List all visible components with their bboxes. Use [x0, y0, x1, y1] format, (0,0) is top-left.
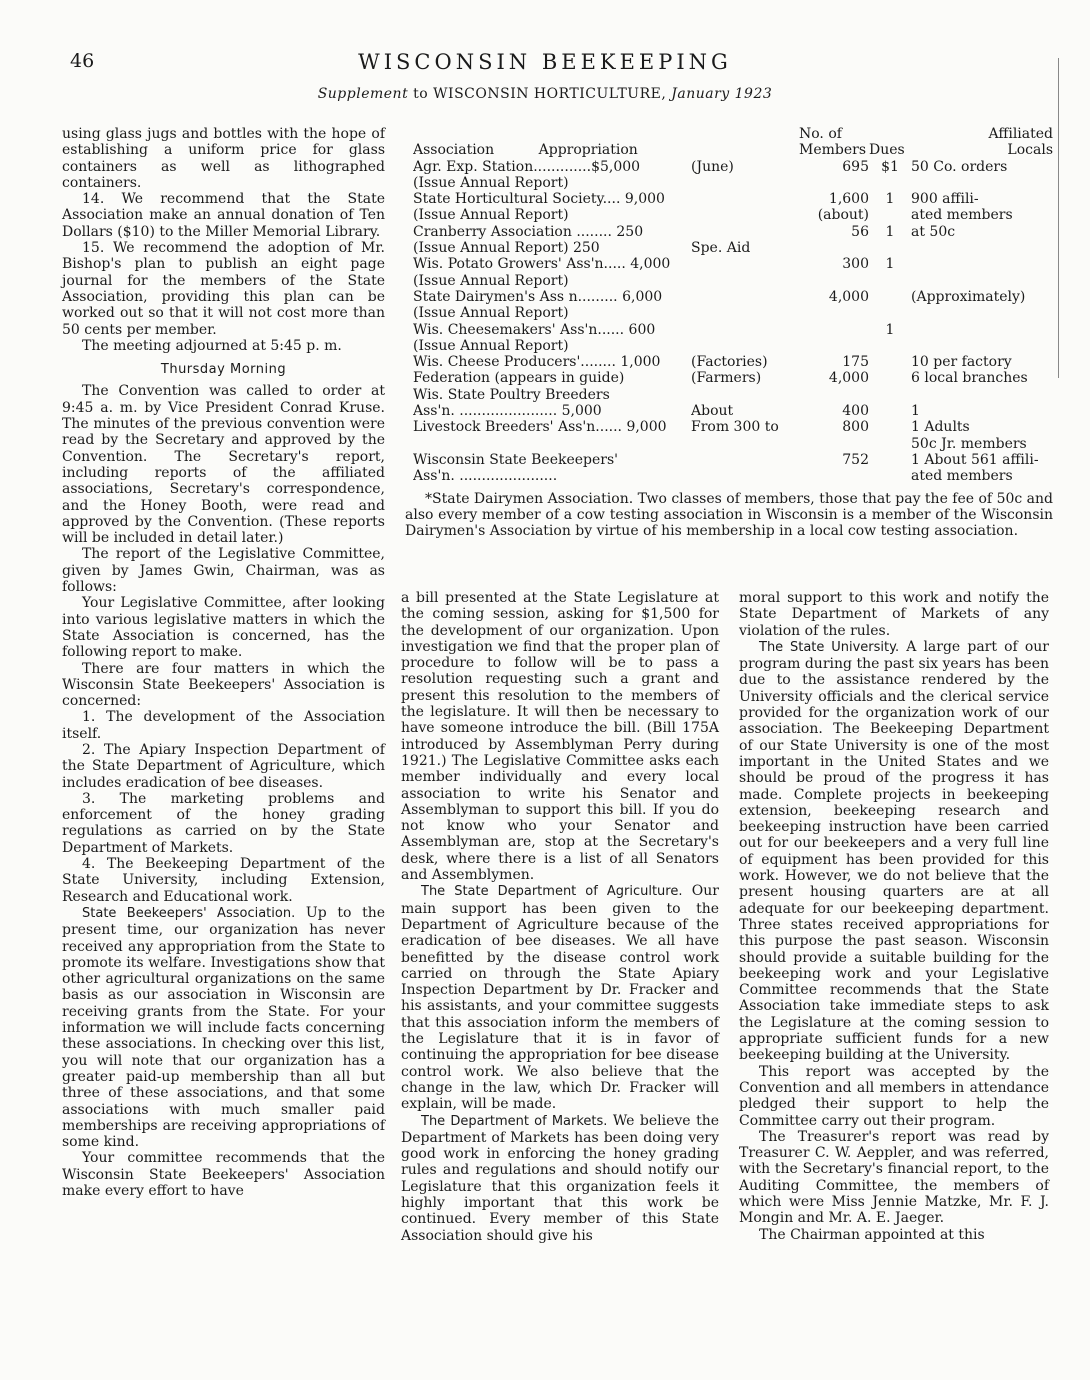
table-cell-affiliated: [911, 240, 1053, 256]
paragraph: [62, 905, 385, 1150]
table-cell-extra: About: [691, 403, 734, 420]
subtitle-mid: to WISCONSIN HORTICULTURE,: [408, 86, 672, 102]
table-row: [413, 322, 1053, 338]
page-number: 46: [70, 50, 95, 72]
table-cell-extra: [691, 191, 799, 207]
subtitle: [0, 86, 1090, 102]
table-cell-dues: [869, 354, 911, 370]
table-cell-extra: Spe. Aid: [691, 240, 751, 257]
paragraph: The Treasurer's report was read by Treasurer C. W. Aeppler, and was referred, with the Secretary's financial report, to the Auditing Committee, the members of which were Miss Jennie Matzke, Mr. F. J. Mongin and Mr. A. E. Jaeger.: [739, 1128, 1049, 1227]
table-row: [413, 354, 1053, 370]
table-cell-extra: [691, 289, 799, 305]
subtitle-date: January 1923: [671, 86, 773, 102]
paragraph: moral support to this work and notify the State Department of Markets of any violation of the rules.: [739, 590, 1049, 639]
paragraph: Your Legislative Committee, after looking into various legislative matters in which the State Association is concerned, has the following report to make.: [62, 595, 385, 661]
table-cell-name: Wis. Potato Growers' Ass'n..... 4,000: [413, 256, 671, 273]
table-cell-dues: 1: [885, 256, 895, 273]
table-cell-dues: 1: [885, 321, 895, 338]
table-cell-members: 4,000: [828, 288, 869, 305]
table-row: [413, 305, 1053, 321]
table-cell-dues: [869, 273, 911, 289]
paragraph: Your committee recommends that the Wisconsin State Beekeepers' Association make every effort to have: [62, 1150, 385, 1199]
table-cell-dues: [869, 305, 911, 321]
table-cell-members: 752: [842, 451, 869, 468]
table-cell-members: [799, 240, 869, 256]
run-in-text: A large part of our program during the past six years has been due to the assistance rendered by the University officials and the clerical service provided for the organization work of our association. The Beekeeping Department of our State University is one of the most important in the United States and we should be proud of the progress it has made. Complete projects in beekeeping extension, beekeeping research and beekeeping instruction have been carried out for our beekeepers and a very full line of equipment has been provided for this work. However, we do not believe that the present housing quarters are at all adequate for our beekeeping department. Three states received appropriations for this purpose the past season. Wisconsin should provide a suitable building for the beekeeping work and your Legislative Committee recommends that the State Association take immediate steps to ask the Legislature at the coming session to appropriate sufficient funds for a new beekeeping building at the University.: [739, 638, 1049, 1064]
table-cell-members: [799, 436, 869, 452]
paragraph: 1. The development of the Association itself.: [62, 709, 385, 742]
table-cell-dues: [869, 452, 911, 468]
table-cell-affiliated: [911, 273, 1053, 289]
table-cell-members: 1,600: [828, 191, 869, 208]
table-row: [413, 387, 1053, 403]
table-cell-affiliated: [911, 338, 1053, 354]
paragraph: This report was accepted by the Convention and all members in attendance pledged their support to help the Committee carry out their program.: [739, 1063, 1049, 1129]
header-cell: Association Appropriation: [413, 142, 638, 159]
table-cell-extra: [691, 305, 799, 321]
table-cell-extra: [691, 452, 799, 468]
table-cell-extra: (Factories): [691, 354, 768, 371]
left-column: [62, 126, 385, 1199]
table-cell-affiliated: [911, 256, 1053, 272]
table-cell-name: Wis. Cheese Producers'........ 1,000: [413, 354, 661, 371]
table-cell-name: (Issue Annual Report): [413, 207, 569, 224]
subtitle-prefix: Supplement: [317, 86, 409, 102]
paragraph: The Chairman appointed at this: [759, 1226, 985, 1243]
table-cell-extra: [691, 387, 799, 403]
table-cell-members: [799, 305, 869, 321]
run-in-text: Up to the present time, our organization has never received any appropriation from the State to promote its welfare. Investigations show that other agricultural organizations on the same basis as our association in Wisconsin are receiving grants from the State. For your information we will include facts concerning these associations. In checking over this list, you will note that our organization has a greater paid-up membership than all but three of these associations, and that some associations with much smaller paid memberships are receiving appropriations of some kind.: [62, 904, 386, 1151]
table-cell-affiliated: 1 About 561 affili-: [911, 451, 1039, 468]
table-cell-name: Wis. State Poultry Breeders: [413, 386, 610, 403]
table-cell-name: (Issue Annual Report): [413, 305, 569, 322]
table-header-row: [413, 126, 1053, 142]
header-cell: [869, 126, 911, 142]
table-cell-dues: [869, 436, 911, 452]
table-cell-extra: [691, 224, 799, 240]
associations-table-block: [405, 126, 1053, 540]
table-cell-dues: [869, 387, 911, 403]
table-cell-dues: [869, 403, 911, 419]
right-column: [739, 590, 1049, 1243]
table-cell-dues: [869, 175, 911, 191]
table-cell-affiliated: 50c Jr. members: [911, 435, 1027, 452]
section-heading: Thursday Morning: [160, 362, 287, 378]
table-cell-name: (Issue Annual Report) 250: [413, 240, 600, 257]
table-row: [413, 273, 1053, 289]
paragraph: 2. The Apiary Inspection Department of the State Department of Agriculture, which includes eradication of bee diseases.: [62, 741, 385, 791]
table-cell-extra: (Farmers): [691, 370, 762, 387]
paragraph: using glass jugs and bottles with the hope of establishing a uniform price for glass containers as well as lithographed containers.: [62, 126, 385, 191]
table-cell-extra: [691, 273, 799, 289]
table-cell-name: (Issue Annual Report): [413, 174, 569, 191]
table-row: [413, 436, 1053, 452]
table-cell-affiliated: 6 local branches: [911, 370, 1028, 387]
table-cell-affiliated: (Approximately): [911, 288, 1026, 305]
paragraph: [401, 1113, 719, 1244]
table-cell-affiliated: 50 Co. orders: [911, 158, 1008, 175]
table-row: [413, 338, 1053, 354]
paragraph: [401, 883, 719, 1112]
edge-rule: [1058, 58, 1059, 378]
header-cell: Locals: [1007, 142, 1053, 159]
table-cell-affiliated: ated members: [911, 468, 1013, 485]
run-in-heading: The State University.: [759, 639, 900, 655]
table-row: [413, 256, 1053, 272]
table-cell-extra: [691, 436, 799, 452]
table-cell-affiliated: 1 Adults: [911, 419, 970, 436]
table-cell-affiliated: 10 per factory: [911, 354, 1012, 371]
table-row: [413, 175, 1053, 191]
table-cell-members: [799, 175, 869, 191]
table-cell-name: Wis. Cheesemakers' Ass'n...... 600: [413, 321, 656, 338]
table-cell-affiliated: [911, 387, 1053, 403]
header-cell: Affiliated: [988, 126, 1053, 142]
table-cell-affiliated: [911, 305, 1053, 321]
table-cell-extra: [691, 468, 799, 484]
table-cell-dues: [869, 468, 911, 484]
table-cell-name: (Issue Annual Report): [413, 337, 569, 354]
header-cell: Members: [799, 142, 867, 159]
table-cell-dues: $1: [881, 158, 899, 175]
header-cell: [691, 126, 799, 142]
run-in-text: We believe the Department of Markets has been doing very good work in enforcing the honey grading rules and regulations and should notify our Legislature that this organization feels it highly important that this work be continued. Every member of this State Association should give his: [401, 1112, 719, 1244]
table-cell-members: (about): [817, 207, 869, 224]
paragraph: a bill presented at the State Legislature at the coming session, asking for $1,500 for the development of our organization. Upon investigation we find that the proper plan of procedure to follow will be to pass a resolution requesting such a grant and present this resolution to the members of the legislature. It will then be necessary to have someone introduce the bill. (Bill 175A introduced by Assemblyman Perry during 1921.) The Legislative Committee asks each member individually and every local association to write his Senator and Assemblyman to support this bill. If you do not know who your Senator and Assemblyman are, stop at the Secretary's desk, where there is a list of all Senators and Assemblymen.: [401, 590, 719, 884]
table-cell-affiliated: [911, 322, 1053, 338]
table-cell-members: 56: [851, 223, 869, 240]
paragraph: 3. The marketing problems and enforcement of the honey grading regulations as carried on by the State Department of Markets.: [62, 790, 385, 856]
table-cell-affiliated: [911, 175, 1053, 191]
run-in-text: Our main support has been given to the Department of Agriculture because of the eradication of bee diseases. We all have benefitted by the disease control work carried on through the State Apiary Inspection Department by Dr. Fracker and his assistants, and your committee suggests that this association inform the members of the Legislature that it is in favor of continuing the appropriation for bee disease control work. We also believe that the change in the law, which Dr. Fracker will explain, will be made.: [401, 883, 719, 1113]
paragraph: 4. The Beekeeping Department of the State University, including Extension, Research and Educational work.: [62, 856, 385, 905]
table-cell-members: 800: [842, 419, 869, 436]
table-cell-members: [799, 468, 869, 484]
paragraph: The Convention was called to order at 9:45 a. m. by Vice President Conrad Kruse. The minutes of the previous convention were read by the Secretary and approved by the Convention. The Secretary's report, including reports of the affiliated associations, Secretary's correspondence, and the Honey Booth, were read and approved by the Convention. (These reports will be included in detail later.): [62, 383, 385, 547]
table-cell-name: Livestock Breeders' Ass'n...... 9,000: [413, 419, 667, 436]
table-cell-members: 300: [842, 256, 869, 273]
table-row: [413, 403, 1053, 419]
table-cell-affiliated: ated members: [911, 207, 1013, 224]
table-cell-dues: 1: [885, 223, 895, 240]
paragraph: There are four matters in which the Wisconsin State Beekeepers' Association is concerned:: [62, 660, 385, 710]
table-cell-members: [799, 338, 869, 354]
table-cell-affiliated: 900 affili-: [911, 191, 979, 208]
table-cell-name: (Issue Annual Report): [413, 272, 569, 289]
table-cell-dues: [869, 338, 911, 354]
table-row: [413, 191, 1053, 207]
table-cell-dues: [869, 370, 911, 386]
table-row: [413, 289, 1053, 305]
table-cell-extra: [691, 338, 799, 354]
paragraph: 15. We recommend the adoption of Mr. Bishop's plan to publish an eight page journal for the members of the State Association, providing this plan can be worked out so that it will not cost more than 50 cents per member.: [62, 240, 385, 338]
table-row: [413, 468, 1053, 484]
associations-table: [413, 126, 1053, 485]
paragraph: The meeting adjourned at 5:45 p. m.: [82, 337, 342, 354]
table-cell-name: [413, 436, 691, 452]
table-row: [413, 207, 1053, 223]
table-cell-dues: [869, 207, 911, 223]
header-cell: [413, 126, 691, 142]
run-in-heading: The Department of Markets.: [421, 1113, 608, 1129]
table-cell-extra: [691, 207, 799, 223]
table-cell-extra: (June): [691, 158, 734, 175]
masthead: WISCONSIN BEEKEEPING: [358, 50, 732, 74]
table-cell-members: [799, 387, 869, 403]
table-cell-dues: [869, 419, 911, 435]
table-cell-name: Wisconsin State Beekeepers': [413, 451, 619, 468]
table-cell-affiliated: at 50c: [911, 223, 956, 240]
table-row: [413, 452, 1053, 468]
table-cell-members: 400: [842, 403, 869, 420]
table-row: [413, 419, 1053, 435]
table-footnote: *State Dairymen Association. Two classes of members, those that pay the fee of 50c and also every member of a cow testing association in Wisconsin is a member of the Wisconsin Dairymen's Association by virtue of his membership in a local cow testing association.: [405, 490, 1053, 540]
table-cell-name: Cranberry Association ........ 250: [413, 223, 644, 240]
paragraph: The report of the Legislative Committee, given by James Gwin, Chairman, was as follows:: [62, 546, 385, 596]
table-cell-members: 4,000: [828, 370, 869, 387]
table-cell-dues: 1: [885, 191, 895, 208]
table-cell-name: Ass'n. ......................: [413, 468, 558, 485]
paragraph: 14. We recommend that the State Association make an annual donation of Ten Dollars ($10) to the Miller Memorial Library.: [62, 191, 385, 240]
middle-column: [401, 590, 719, 1244]
table-cell-name: State Horticultural Society.... 9,000: [413, 191, 665, 208]
table-cell-name: Federation (appears in guide): [413, 370, 625, 387]
table-header-row: [413, 142, 1053, 158]
table-cell-name: Agr. Exp. Station.............$5,000: [413, 158, 641, 175]
table-cell-affiliated: 1: [911, 403, 920, 420]
table-cell-dues: [869, 240, 911, 256]
paragraph: [739, 639, 1049, 1064]
table-row: [413, 370, 1053, 386]
table-cell-members: [799, 322, 869, 338]
table-cell-extra: From 300 to: [691, 419, 779, 436]
header-cell: Dues: [869, 142, 905, 159]
table-cell-extra: [691, 256, 799, 272]
table-cell-members: 175: [842, 354, 869, 371]
table-cell-members: 695: [842, 158, 869, 175]
table-cell-name: State Dairymen's Ass n......... 6,000: [413, 288, 663, 305]
header-cell: [691, 142, 799, 158]
table-cell-extra: [691, 322, 799, 338]
table-cell-members: [799, 273, 869, 289]
run-in-heading: The State Department of Agriculture.: [421, 884, 683, 900]
table-cell-dues: [869, 289, 911, 305]
header-cell: No. of: [799, 126, 842, 142]
table-cell-extra: [691, 175, 799, 191]
table-row: [413, 240, 1053, 256]
run-in-heading: State Beekeepers' Association.: [82, 905, 296, 921]
table-row: [413, 159, 1053, 175]
table-row: [413, 224, 1053, 240]
table-cell-name: Ass'n. ...................... 5,000: [413, 403, 602, 420]
